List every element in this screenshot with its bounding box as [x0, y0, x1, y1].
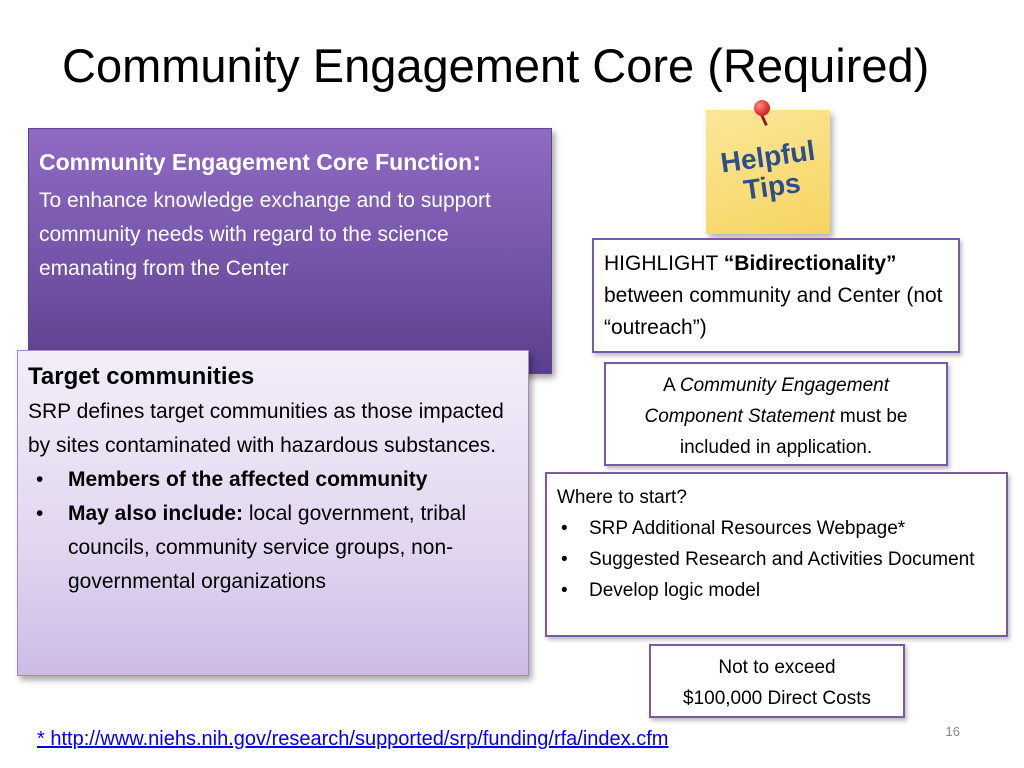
target-heading: Target communities — [28, 363, 255, 390]
cost-line-2: $100,000 Direct Costs — [683, 688, 871, 709]
bullet-icon: • — [561, 580, 568, 601]
start-heading: Where to start? — [557, 487, 687, 508]
start-list-item — [557, 513, 996, 544]
start-item-text: SRP Additional Resources Webpage* — [589, 518, 906, 539]
function-body: To enhance knowledge exchange and to support community needs with regard to the science emanating from the Center — [39, 189, 491, 280]
page-number: 16 — [945, 724, 960, 739]
slide-title: Community Engagement Core (Required) — [62, 39, 930, 92]
tips-line-2: Tips — [741, 167, 803, 206]
highlight-bold: “Bidirectionality” — [723, 252, 897, 275]
bullet-bold-text: Members of the affected community — [68, 468, 428, 491]
statement-rest: must be included in application. — [679, 406, 908, 458]
start-item-text: Suggested Research and Activities Document — [589, 549, 975, 570]
function-heading — [39, 139, 541, 184]
target-communities-box — [17, 350, 529, 676]
highlight-lead: HIGHLIGHT — [604, 252, 724, 275]
function-heading-colon: : — [472, 146, 482, 176]
start-list-item — [557, 544, 996, 575]
bullet-icon: • — [36, 468, 44, 491]
footer-url-link[interactable]: * http://www.niehs.nih.gov/research/supported/srp/funding/rfa/index.cfm — [37, 728, 669, 750]
function-heading-text: Community Engagement Core Function — [39, 149, 473, 175]
highlight-rest: between community and Center (not “outreach”) — [604, 284, 943, 339]
bullet-icon: • — [36, 502, 44, 525]
cost-limit-box — [649, 644, 905, 718]
target-bullet-item — [28, 463, 518, 497]
target-bullet-list — [28, 463, 518, 599]
target-bullet-item — [28, 497, 518, 599]
start-list-item — [557, 575, 996, 606]
bullet-icon: • — [561, 549, 568, 570]
bullet-text: local government, tribal councils, community service groups, non-governmental organizations — [68, 502, 466, 593]
statement-box — [604, 362, 948, 466]
start-list — [557, 513, 996, 606]
pushpin-icon — [754, 100, 770, 116]
tips-line-1: Helpful — [718, 134, 817, 179]
start-item-text: Develop logic model — [589, 580, 761, 601]
bullet-icon: • — [561, 518, 568, 539]
helpful-tips-note — [702, 98, 838, 238]
bullet-bold-text: May also include: — [68, 502, 244, 525]
highlight-box — [592, 238, 960, 353]
cost-line-1: Not to exceed — [718, 657, 836, 678]
function-box — [28, 128, 552, 374]
target-body: SRP defines target communities as those impacted by sites contaminated with hazardous substances. — [28, 400, 504, 457]
statement-lead: A — [662, 375, 680, 396]
statement-italic: Community Engagement Component Statement — [644, 375, 889, 427]
where-to-start-box — [545, 472, 1008, 637]
